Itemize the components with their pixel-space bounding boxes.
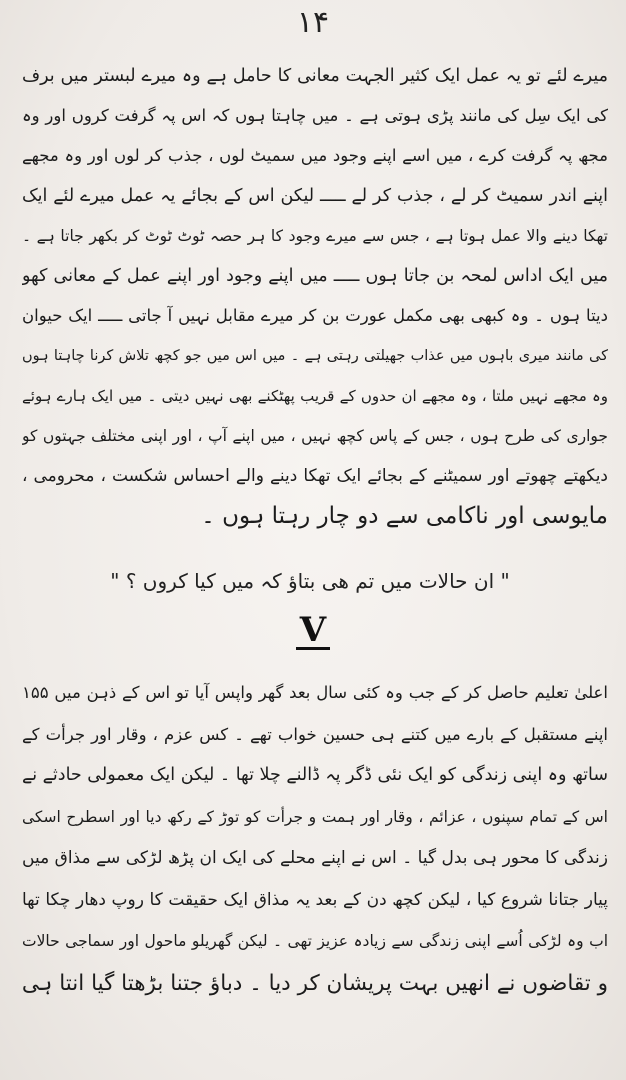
text-line: کی مانند میری باہوں میں عذاب جھیلتی رہتی ہے ۔ میں اس میں جو کچھ تلاش کرنا چاہتا ہوں <box>22 348 608 364</box>
paragraph-1 <box>22 56 608 536</box>
text-line: اپنے اندر سمیٹ کر لے ، جذب کر لے ـــــ لیکن اس کے بجائے یہ عمل میرے لئے ایک <box>22 186 608 206</box>
text-line: اعلیٰ تعلیم حاصل کر کے جب وہ کئی سال بعد گھر واپس آیا تو اس کے ذہن میں ۱۵۵ <box>22 683 608 702</box>
text-line: اب وہ لڑکی اُسے اپنی زندگی سے زیادہ عزیز تھی ۔ لیکن گھریلو ماحول اور سماجی حالات <box>22 932 608 950</box>
section-marker <box>0 610 626 650</box>
text-line: مجھ پہ گرفت کرے ، میں اسے اپنے وجود میں سمیٹ لوں ، جذب کر لوں اور وہ مجھے <box>22 146 608 165</box>
text-line: میرے لئے تو یہ عمل ایک کثیر الجہت معانی کا حامل ہے وہ میرے لبستر میں برف <box>22 66 608 86</box>
text-line: تھکا دینے والا عمل ہوتا ہے ، جس سے میرے وجود کا ہر حصہ ٹوٹ ٹوٹ کر بکھر جاتا ہے ۔ <box>22 227 608 245</box>
text-line: کی ایک سِل کی مانند پڑی ہوتی ہے ۔ میں چاہتا ہوں کہ اس پہ گرفت کروں اور وہ <box>22 106 608 125</box>
quote-line: " ان حالات میں تم ھی بتاؤ کہ میں کیا کروں ؟ " <box>110 569 510 593</box>
text-line: دیکھتے چھوتے اور سمیٹنے کے بجائے ایک تھکا دینے والے احساس شکست ، محرومی ، <box>22 466 608 486</box>
text-line: ساتھ وہ اپنی زندگی کو ایک نئی ڈگر پہ ڈالنے چلا تھا ۔ لیکن ایک معمولی حادثے نے <box>22 765 608 785</box>
text-line: و تقاضوں نے انھیں بہت پریشان کر دیا ۔ دباؤ جتنا بڑھتا گیا انتا ہی <box>22 970 608 996</box>
text-line: زندگی کا محور ہی بدل گیا ۔ اس نے اپنے محلے کی ایک ان پڑھ لڑکی سے مذاق میں <box>22 848 608 868</box>
section-numeral: V <box>296 613 330 650</box>
text-line: اپنے مستقبل کے بارے میں کتنے ہی حسین خواب تھے ۔ کس عزم ، وقار اور جرأت کے <box>22 724 608 744</box>
text-line: میں ایک اداس لمحہ بن جاتا ہوں ـــــ میں اپنے وجود اور اپنے عمل کے معانی کھو <box>22 266 608 286</box>
page-number: ۱۴ <box>296 5 330 40</box>
text-line: اس کے تمام سپنوں ، عزائم ، وقار اور ہمت و جرأت کو توڑ کے رکھ دیا اور اسطرح اسکی <box>22 807 608 826</box>
paragraph-2 <box>22 672 608 1004</box>
text-line: دیتا ہوں ۔ وہ کبھی بھی مکمل عورت بن کر میرے مقابل نہیں آ جاتی ـــــ ایک حیوان <box>22 306 608 325</box>
text-line: پیار جتانا شروع کیا ، لیکن کچھ دن کے بعد یہ مذاق ایک حقیقت کا روپ دھار چکا تھا <box>22 889 608 910</box>
text-line: مایوسی اور ناکامی سے دو چار رہتا ہوں ۔ <box>201 503 608 529</box>
text-line: وہ مجھے نہیں ملتا ، وہ مجھے ان حدوں کے قریب پھٹکنے بھی نہیں دیتی ۔ میں ایک ہارے ہوئے <box>22 387 608 405</box>
text-line: جواری کی طرح ہوں ، جس کے پاس کچھ نہیں ، میں اپنے آپ ، اور اپنی مختلف جہتوں کو <box>22 427 608 445</box>
